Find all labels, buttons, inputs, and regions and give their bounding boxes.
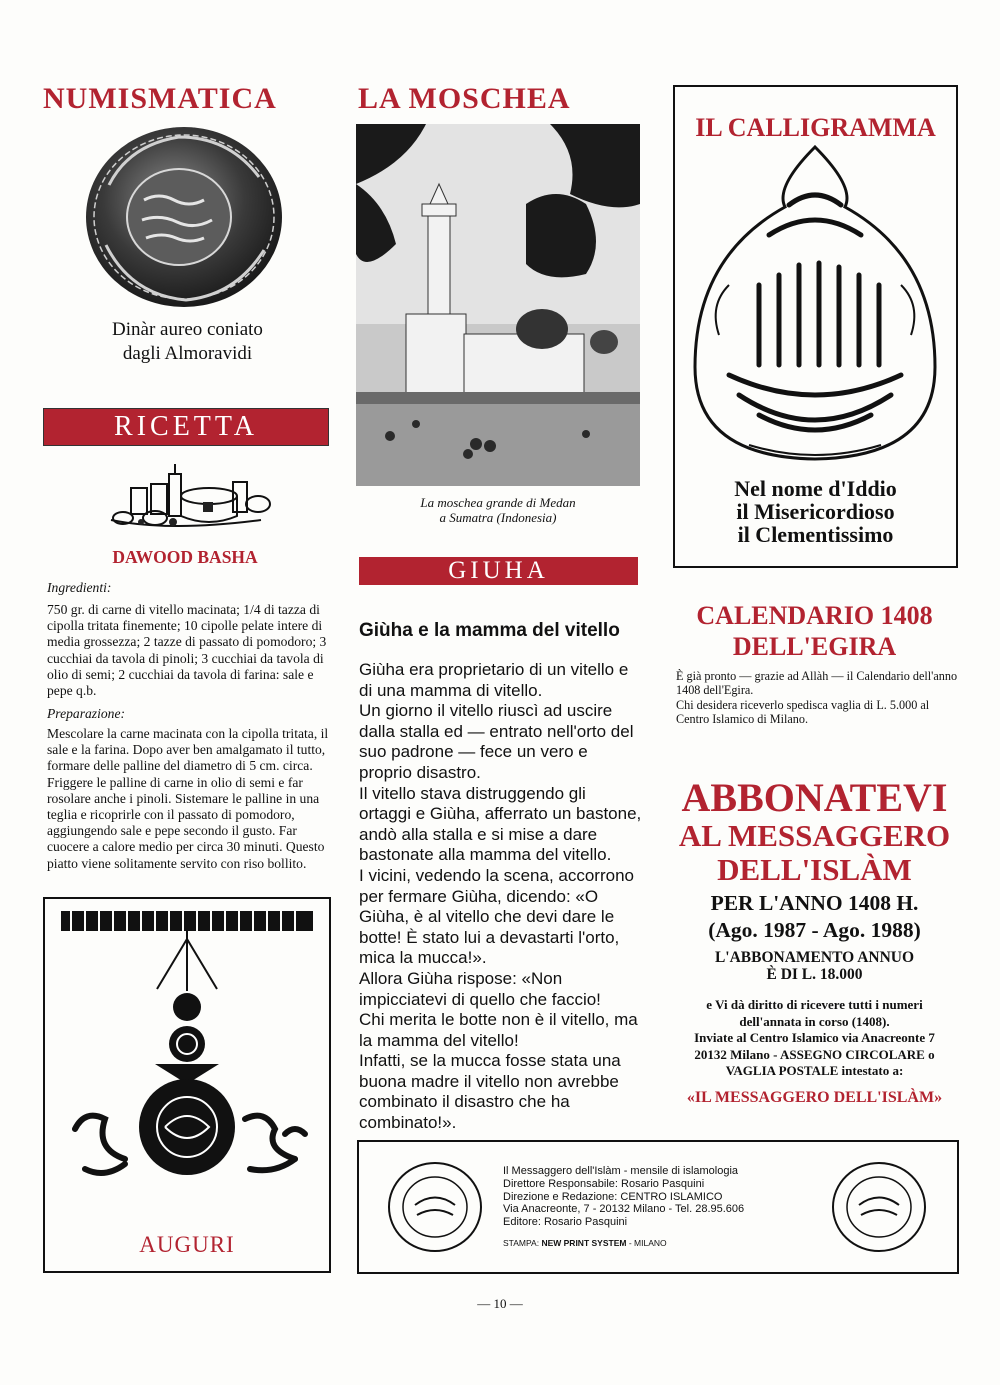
abbonatevi-line-3: DELL'ISLÀM: [717, 852, 912, 887]
coin-caption-line-1: Dinàr aureo coniato: [112, 319, 263, 340]
centro-islamico-seal-right: [829, 1160, 929, 1255]
abbonatevi-fee-label: L'ABBONAMENTO ANNUO: [714, 949, 915, 966]
colophon-line-4: Via Anacreonte, 7 - 20132 Milano - Tel. 28.95.606: [503, 1203, 745, 1216]
colophon-printer: [503, 1237, 833, 1250]
calendario-text-2: Chi desidera riceverlo spedisca vaglia di L. 5.000 al Centro Islamico di Milano.: [676, 697, 930, 727]
giuha-paragraph: I vicini, vedendo la scena, accorrono per fermare Giùha, dicendo: «O Giùha, è al vitello che devi dare le botte! È stato lui a devastarti l'orto, mica la mucca!».: [359, 865, 634, 968]
abbonatevi-detail-4: 20132 Milano - ASSEGNO CIRCOLARE o: [694, 1046, 935, 1062]
numismatica-title: NUMISMATICA: [43, 82, 277, 115]
basmala-line-3: il Clementissimo: [737, 522, 894, 547]
preparation-label: Preparazione:: [47, 706, 126, 721]
ingredients-label: Ingredienti:: [47, 580, 112, 595]
colophon-text: [503, 1165, 833, 1250]
calligramma-title: IL CALLIGRAMMA: [695, 113, 936, 142]
ingredients-text: 750 gr. di carne di vitello macinata; 1/4 di tazza di cipolla tritata finemente; 10 cipolle pelate intere di media grossezza; 2 tazze di passato di pomodoro; 3 cucchiai da tavola di pinoli; 3 cucchiai da tavola di olio di semi; 2 cucchiai da tavola di farina: sale e pepe q.b.: [47, 602, 327, 699]
giuha-headline: Giùha e la mamma del vitello: [359, 620, 620, 641]
printer-city: - MILANO: [628, 1237, 667, 1248]
giuha-paragraph: Chi merita le botte non è il vitello, ma la mamma del vitello!: [359, 1010, 638, 1050]
mosque-caption-line-2: a Sumatra (Indonesia): [439, 510, 557, 525]
colophon-line-3: Direzione e Redazione: CENTRO ISLAMICO: [503, 1190, 723, 1203]
coin-caption: [60, 318, 315, 366]
ricetta-banner: RICETTA: [43, 408, 329, 446]
giuha-paragraph: Giùha era proprietario di un vitello e di una mamma di vitello.: [359, 660, 629, 700]
mosque-caption: [356, 495, 640, 525]
abbonatevi-fee: È DI L. 18.000: [766, 966, 863, 983]
kitchen-utensils-illustration: [103, 460, 275, 530]
abbonatevi-payee: «IL MESSAGGERO DELL'ISLÀM»: [686, 1088, 943, 1106]
abbonatevi-detail-3: Inviate al Centro Islamico via Anacreonte 7: [694, 1030, 935, 1045]
centro-islamico-seal-left: [385, 1160, 485, 1255]
abbonatevi-ad: [662, 777, 967, 1108]
abbonatevi-headline: ABBONATEVI: [681, 775, 948, 820]
calendario-title-line-2: DELL'EGIRA: [732, 632, 897, 661]
calligramma-box: [673, 85, 958, 568]
basmala-translation: [675, 477, 956, 546]
moschea-title: LA MOSCHEA: [358, 82, 571, 115]
printer-label: STAMPA:: [503, 1237, 540, 1248]
basmala-line-1: Nel nome d'Iddio: [734, 476, 897, 501]
colophon-line-1: Il Messaggero dell'Islàm - mensile di islamologia: [503, 1165, 739, 1177]
preparation-text: Mescolare la carne macinata con la cipolla tritata, il sale e la farina. Dopo aver ben amalgamato il tutto, formare delle palline del diametro di 5 cm. circa. Friggere le palline di carne in olio di semi e far rosolare anche i pinoli. Sistemare le palline in una teglia e ricoprirle con il passato di pomodoro, aggiungendo sale e pepe secondo il gusto. Far cuocere a calore medio per circa 30 minuti. Questo piatto viene solitamente servito con riso bollito.: [47, 726, 329, 871]
gold-dinar-coin-image: [84, 125, 284, 315]
calendario-text: [676, 669, 958, 727]
abbonatevi-line-2: AL MESSAGGERO: [678, 818, 951, 853]
giuha-paragraph: Un giorno il vitello riuscì ad uscire dalla stalla ed — entrato nell'orto del suo padrone — fece un vero e proprio disastro.: [359, 701, 634, 782]
coin-caption-line-2: dagli Almoravidi: [122, 343, 253, 364]
printer-name: NEW PRINT SYSTEM: [541, 1237, 627, 1248]
giuha-story: [359, 660, 642, 1134]
page-number: — 10 —: [477, 1296, 523, 1311]
mosque-caption-line-1: La moschea grande di Medan: [420, 495, 576, 510]
giuha-paragraph: Allora Giùha rispose: «Non impicciatevi di quello che faccio!: [359, 968, 601, 1009]
recipe-dish-name: DAWOOD BASHA: [112, 547, 258, 567]
abbonatevi-detail-1: e Vi dà diritto di ricevere tutti i numeri: [706, 997, 923, 1012]
giuha-paragraph: Infatti, se la mucca fosse stata una buona madre il vitello non avrebbe combinato il disastro che ha combinato!».: [359, 1051, 621, 1133]
auguri-label: AUGURI: [139, 1232, 235, 1257]
basmala-calligram-illustration: [689, 145, 941, 465]
colophon-line-5: Editore: Rosario Pasquini: [503, 1216, 628, 1229]
mosque-photo: [356, 124, 640, 486]
calendario-text-1: È già pronto — grazie ad Allàh — il Calendario dell'anno 1408 dell'Egira.: [676, 669, 958, 698]
giuha-banner: GIUHA: [359, 557, 638, 585]
colophon-box: [357, 1140, 959, 1274]
abbonatevi-detail-2: dell'annata in corso (1408).: [739, 1013, 890, 1029]
abbonatevi-period: (Ago. 1987 - Ago. 1988): [708, 918, 921, 942]
abbonatevi-year: PER L'ANNO 1408 H.: [710, 891, 919, 915]
calendario-title: [672, 600, 957, 662]
auguri-box: [43, 897, 331, 1273]
abbonatevi-detail-5: VAGLIA POSTALE intestato a:: [725, 1063, 904, 1078]
giuha-paragraph: Il vitello stava distruggendo gli ortaggi e Giùha, afferrato un bastone, andò alla stalla e si mise a dare bastonate alla mamma del vitello.: [359, 783, 642, 865]
colophon-line-2: Direttore Responsabile: Rosario Pasquini: [503, 1177, 705, 1190]
lantern-calligraphy-illustration: [45, 899, 329, 1219]
calendario-title-line-1: CALENDARIO 1408: [696, 601, 933, 630]
basmala-line-2: il Misericordioso: [736, 499, 895, 524]
